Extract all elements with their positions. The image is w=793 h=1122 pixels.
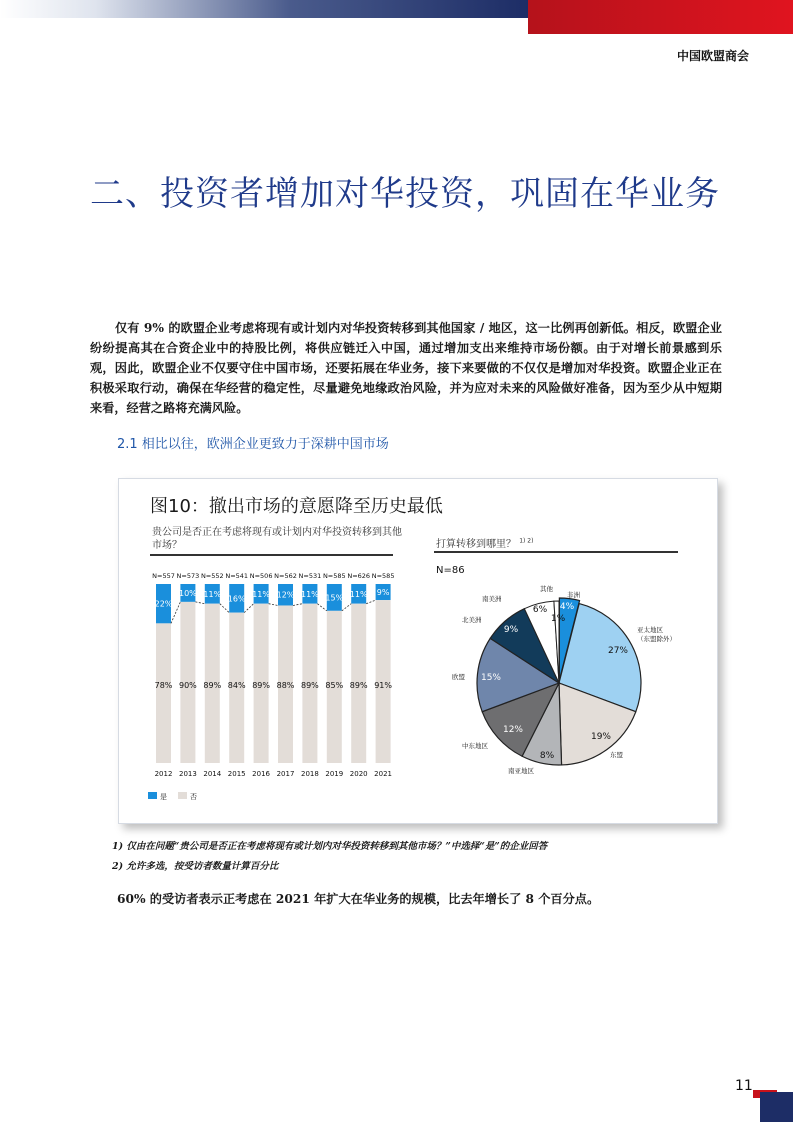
bar-n-label: N=506 [249,572,273,580]
bar-no-value: 90% [179,681,197,690]
pie-slice-value: 1% [550,614,566,624]
pie-slice-value: 12% [502,725,524,735]
bar-no-value: 85% [325,681,344,690]
pie-slice-value: 19% [590,732,612,742]
bar-n-label: N=557 [152,572,175,580]
pie-sample-size: N=86 [436,565,465,576]
bar-connector-line [171,602,180,623]
bar-category-label: 2013 [178,770,197,778]
pie-slice-label: 东盟 [610,751,623,759]
bar-n-label: N=562 [274,572,297,580]
pie-question-text: 打算转移到哪里？ [436,539,516,550]
legend-no-label: 否 [190,793,197,801]
bar-connector-line [293,604,302,606]
pie-slice-label: 中东地区 [462,742,488,750]
bar-yes-value: 11% [301,589,319,599]
bar-no-value: 89% [203,681,222,690]
bar-yes-value: 22% [154,599,173,609]
bar-category-label: 2016 [252,770,271,778]
bar-n-label: N=541 [225,572,249,580]
pie-question-notes: 1) 2) [519,537,534,545]
legend-yes-swatch [148,792,157,799]
bar-n-label: N=585 [322,572,346,580]
page-number: 11 [735,1078,753,1094]
bar-yes-value: 11% [349,589,368,599]
bar-no-value: 84% [227,681,246,690]
bar-no-value: 78% [154,681,173,690]
bar-n-label: N=585 [371,572,395,580]
bar-category-label: 2017 [276,770,295,778]
pie-slice-value: 15% [480,673,502,683]
bar-n-label: N=626 [347,572,371,580]
bar-yes-value: 11% [203,589,222,599]
bar-no-value: 89% [252,681,270,690]
bar-category-label: 2020 [349,770,368,778]
bar-no-segment [156,623,171,763]
bar-yes-value: 15% [325,593,344,603]
bar-connector-line [220,604,229,613]
bar-category-label: 2015 [227,770,246,778]
bar-connector-line [195,602,204,604]
bar-connector-line [317,604,326,611]
pie-slice-value: 6% [532,605,548,615]
figure-title: 图10：撤出市场的意愿降至历史最低 [150,496,443,517]
pie-slice-value: 27% [607,646,629,656]
bar-category-label: 2018 [300,770,319,778]
bar-yes-value: 11% [252,589,270,599]
bar-category-label: 2014 [203,770,222,778]
bar-yes-value: 16% [227,594,246,604]
pie-slice-label: 非洲 [567,591,580,599]
footnote-2: 2) 允许多选，按受访者数量计算百分比 [112,861,279,872]
legend-yes-label: 是 [160,793,167,801]
closing-paragraph: 60% 的受访者表示正考虑在 2021 年扩大在华业务的规模，比去年增长了 8 个百分点。 [117,892,600,906]
bar-no-value: 89% [301,681,319,690]
bar-connector-line [366,600,375,604]
bar-connector-line [269,604,278,606]
pie-slice-label: 欧盟 [452,673,465,681]
pie-slice-value: 9% [503,625,519,635]
footnote-1: 1) 仅由在问题“贵公司是否正在考虑将现有或计划内对华投资转移到其他市场？”中选择“是”的企业回答 [112,841,548,852]
bar-n-label: N=552 [200,572,224,580]
section-title: 二、投资者增加对华投资，巩固在华业务 [90,174,720,214]
bar-yes-value: 10% [179,588,197,598]
legend-no-swatch [178,792,187,799]
pie-slice-label: 其他 [540,585,553,593]
org-name: 中国欧盟商会 [676,49,749,63]
subsection-title: 2.1 相比以往，欧洲企业更致力于深耕中国市场 [117,437,389,452]
bar-n-label: N=531 [298,572,322,580]
pie-slice-label: 南亚地区 [508,767,534,775]
pie-slice-label: 亚太地区 [637,626,663,634]
pie-slice-value: 4% [559,602,575,612]
bar-category-label: 2019 [325,770,344,778]
bar-no-value: 88% [276,681,295,690]
bar-n-label: N=573 [176,572,200,580]
bar-category-label: 2012 [154,770,173,778]
bar-chart-question: 贵公司是否正在考虑将现有或计划内对华投资转移到其他市场？ [152,527,402,551]
bar-yes-value: 9% [376,588,390,598]
bar-connector-line [244,604,253,613]
bar-no-value: 91% [374,681,392,690]
pie-slice-label: 南美洲 [482,595,502,603]
bar-yes-value: 12% [276,590,295,600]
pie-slice-sublabel: （东盟除外） [637,635,676,643]
pie-slice-label: 北美洲 [462,616,482,624]
pie-slice-value: 8% [539,751,555,761]
corner-navy-block [760,1092,793,1122]
bar-connector-line [342,604,351,611]
bar-no-value: 89% [349,681,368,690]
intro-paragraph: 仅有 9% 的欧盟企业考虑将现有或计划内对华投资转移到其他国家 / 地区，这一比例再创新低。相反，欧盟企业纷纷提高其在合资企业中的持股比例，将供应链迁入中国，通过增加支出来维持市场份额。由于对增长前景感到乐观，因此，欧盟企业不仅要守住中国市场，还要拓展在华业务，接下来要做的不仅仅是增加对华投资。欧盟企业正在积极采取行动，确保在华经营的稳定性，尽量避免地缘政治风险，并为应对未来的风险做好准备，因为至少从中短期来看，经营之路将充满风险。 [90,321,722,415]
bar-category-label: 2021 [374,770,393,778]
